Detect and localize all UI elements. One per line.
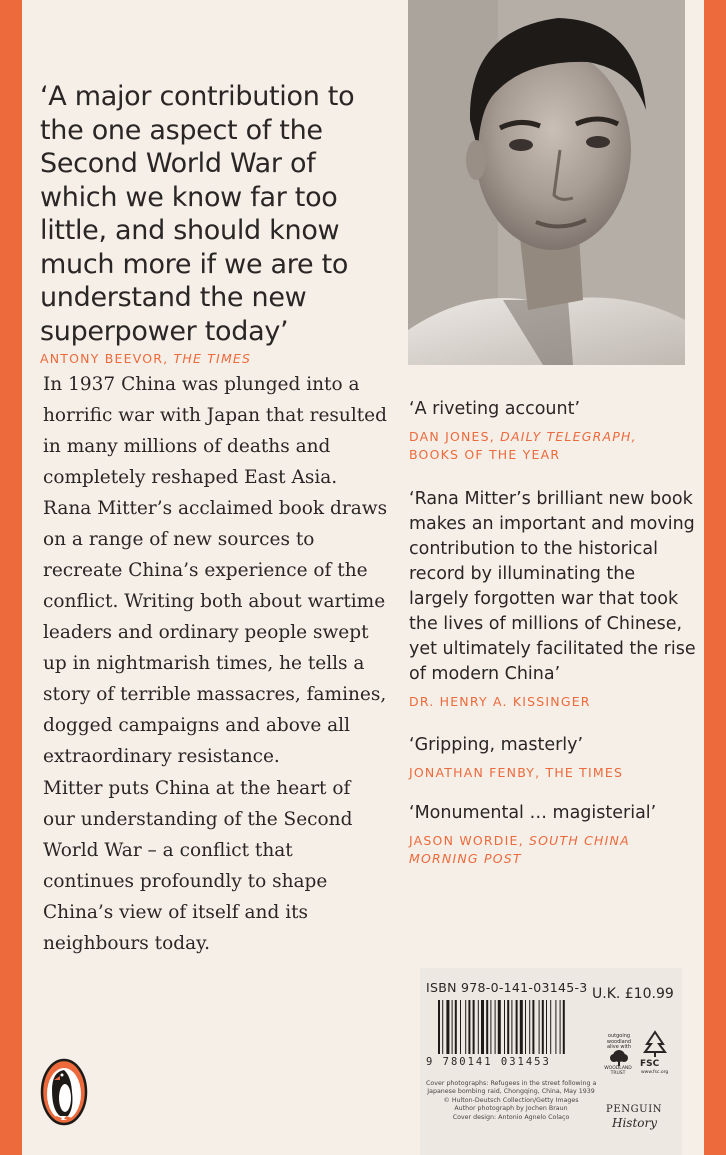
woodland-trust-icon	[607, 1048, 631, 1066]
barcode-bars	[438, 1000, 588, 1056]
barcode-bar	[542, 1000, 544, 1054]
review-quote-attribution	[409, 428, 699, 464]
barcode-bar	[473, 1000, 475, 1054]
barcode-bar	[481, 1000, 484, 1054]
review-quote-text: ‘Monumental … magisterial’	[409, 803, 657, 823]
barcode-bar	[511, 1000, 512, 1054]
review-quote-text: ‘A riveting account’	[409, 399, 581, 419]
review-source: SOUTH CHINA	[528, 833, 630, 848]
fsc-url: www.fsc.org	[641, 1070, 669, 1075]
barcode-bar	[446, 1000, 449, 1054]
review-name: DAN JONES,	[409, 429, 501, 444]
review-quote-attribution	[409, 764, 699, 782]
barcode-bar	[465, 1000, 466, 1054]
author-portrait-illustration	[408, 0, 685, 365]
barcode-bar	[504, 1000, 505, 1054]
barcode-bar	[516, 1000, 518, 1054]
review-quote-attribution	[409, 693, 699, 711]
barcode-bar	[520, 1000, 523, 1054]
barcode-bar	[550, 1000, 551, 1054]
credit-line: Japanese bombing raid, Chongqing, China, May 1939	[427, 1088, 595, 1096]
cover-credits	[426, 1080, 596, 1122]
fsc-label: FSC	[640, 1059, 660, 1069]
review-extra: MORNING POST	[409, 851, 522, 866]
blurb-paragraph-1: In 1937 China was plunged into a horrific war with Japan that resulted in many millions of deaths and completely reshaped East Asia. Rana Mitter’s acclaimed book draws on a range of new sources to recreate China’s experience of the conflict. Writing both about wartime leaders and ordinary people swept up in nightmarish times, he tells a story of terrible massacres, famines, dogged campaigns and above all extraordinary resistance.	[43, 374, 388, 767]
credit-line: Cover design: Antonio Agnelo Colaço	[452, 1113, 570, 1121]
attribution-source: THE TIMES	[173, 351, 252, 366]
barcode-bar	[529, 1000, 530, 1054]
review-quote-3	[409, 733, 699, 782]
review-quote-text: ‘Gripping, masterly’	[409, 735, 584, 755]
author-photo	[408, 0, 685, 365]
barcode-bar	[452, 1000, 453, 1054]
isbn-label: ISBN 978-0-141-03145-3	[426, 980, 588, 995]
woodland-text: outgoing woodland alive with	[606, 1033, 632, 1050]
review-quote-2	[409, 487, 699, 711]
barcode-bar	[498, 1000, 501, 1054]
barcode-bar	[507, 1000, 509, 1054]
review-source: DAILY TELEGRAPH,	[500, 429, 637, 444]
woodland-label: WOODLAND TRUST	[604, 1066, 632, 1076]
barcode-bar	[525, 1000, 526, 1054]
barcode-bar	[455, 1000, 457, 1054]
credit-line: © Hulton-Deutsch Collection/Getty Images	[443, 1096, 579, 1104]
barcode-bar	[468, 1000, 470, 1054]
main-quote-attribution	[40, 351, 251, 366]
fsc-tree-icon	[641, 1030, 669, 1058]
barcode-bar	[442, 1000, 443, 1054]
review-quote-1	[409, 397, 699, 464]
review-extra: BOOKS OF THE YEAR	[409, 447, 561, 462]
main-quote: ‘A major contribution to the one aspect of the Second World War of which we know far too little, and should know much more if we are to understand the new superpower today’	[40, 81, 355, 347]
barcode-bar	[495, 1000, 496, 1054]
review-name: JONATHAN FENBY, THE TIMES	[409, 765, 624, 780]
credit-line: Cover photographs: Refugees in the street following a	[426, 1080, 597, 1087]
penguin-logo-icon	[40, 1058, 88, 1126]
cover-edge-left	[0, 0, 22, 1155]
barcode-bar	[490, 1000, 491, 1054]
price-label: U.K. £10.99	[592, 986, 674, 1002]
publisher-name: PENGUIN	[606, 1104, 663, 1115]
review-quote-4	[409, 801, 699, 868]
review-name: DR. HENRY A. KISSINGER	[409, 694, 591, 709]
barcode-bar	[563, 1000, 565, 1054]
barcode-bar	[438, 1000, 440, 1054]
credit-line: Author photograph by Jochen Braun	[454, 1105, 568, 1113]
barcode-bar	[539, 1000, 540, 1054]
barcode-bar	[460, 1000, 461, 1054]
blurb-paragraph-2: Mitter puts China at the heart of our understanding of the Second World War – a conflict that continues profoundly to shape China’s view of itself and its neighbours today.	[43, 778, 353, 954]
barcode-digits: 9 780141 031453	[426, 1056, 551, 1068]
review-quote-attribution	[409, 832, 699, 868]
cover-edge-right	[704, 0, 726, 1155]
barcode-bar	[546, 1000, 547, 1054]
review-name: JASON WORDIE,	[409, 833, 529, 848]
barcode-bar	[560, 1000, 561, 1054]
review-quote-text: ‘Rana Mitter’s brilliant new book makes an important and moving contribution to the historical record by illuminating the largely forgotten war that took the lives of millions of Chinese, yet ultimately facilitated the rise of modern China’	[409, 489, 696, 684]
barcode-bar	[478, 1000, 479, 1054]
barcode-bar	[532, 1000, 534, 1054]
barcode-bar	[555, 1000, 556, 1054]
series-name: History	[612, 1116, 658, 1130]
attribution-name: ANTONY BEEVOR,	[40, 351, 174, 366]
barcode-bar	[486, 1000, 488, 1054]
